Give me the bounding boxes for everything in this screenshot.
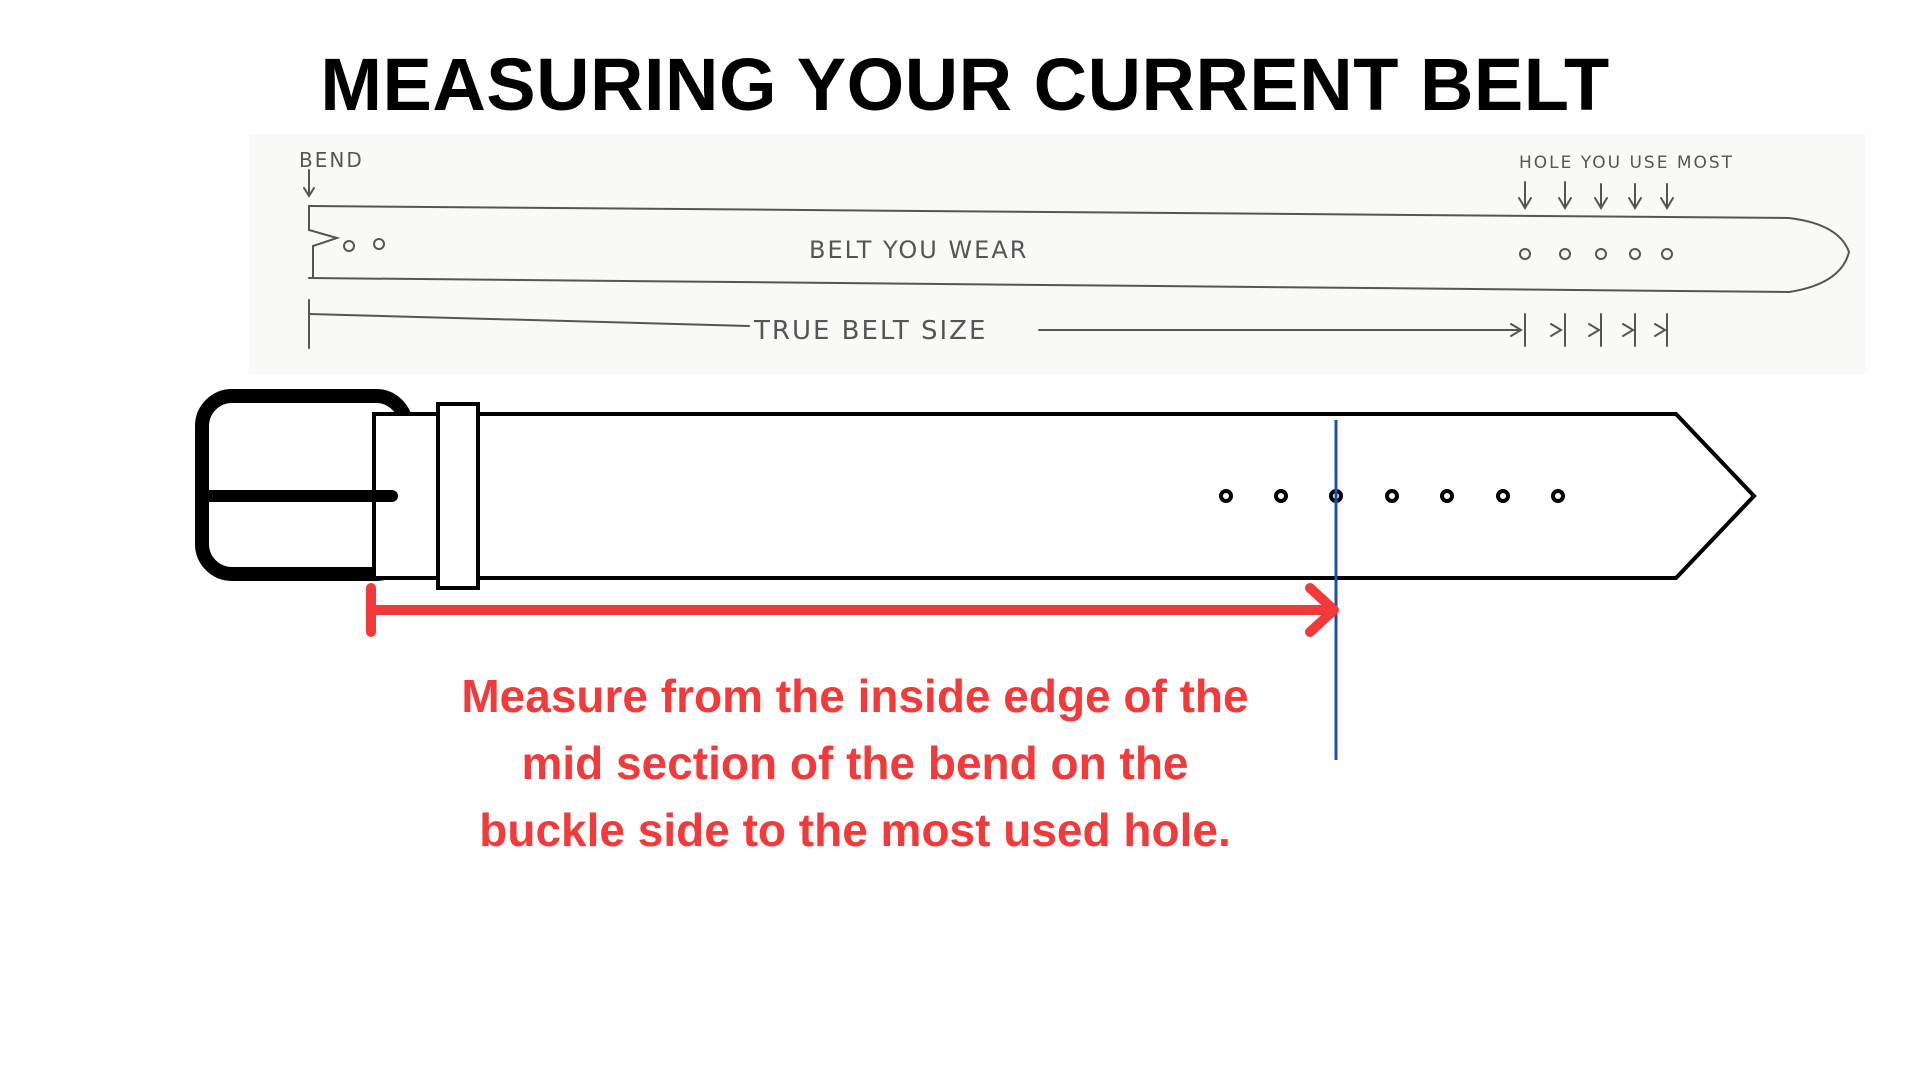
sketch-hole-arrows <box>1519 182 1673 208</box>
sketch-hole-label: HOLE YOU USE MOST <box>1519 153 1735 173</box>
sketch-size-label: TRUE BELT SIZE <box>754 316 988 346</box>
sketch-size-ticks <box>1511 314 1667 346</box>
belt-sketch-panel <box>249 134 1866 374</box>
sketch-size-hole <box>1630 249 1640 259</box>
belt-strap <box>374 414 1754 578</box>
sketch-bend-label: BEND <box>299 148 364 172</box>
belt-sketch-drawing <box>249 134 1866 374</box>
sketch-belt-outline <box>309 206 1849 292</box>
sketch-buckle-hole <box>374 239 384 249</box>
sketch-buckle-hole <box>344 241 354 251</box>
instruction-line-3: buckle side to the most used hole. <box>479 804 1231 856</box>
sketch-belt-label: BELT YOU WEAR <box>809 236 1029 264</box>
sketch-size-hole <box>1520 249 1530 259</box>
sketch-bend-notch <box>309 206 337 278</box>
sketch-size-hole <box>1596 249 1606 259</box>
instruction-line-1: Measure from the inside edge of the <box>461 670 1249 722</box>
instruction-line-2: mid section of the bend on the <box>521 737 1189 789</box>
measure-instruction <box>360 663 1350 864</box>
belt-keeper-loop <box>438 404 478 588</box>
sketch-size-hole <box>1560 249 1570 259</box>
page-title: MEASURING YOUR CURRENT BELT <box>320 43 1610 126</box>
measurement-arrow <box>371 588 1334 632</box>
sketch-size-hole <box>1662 249 1672 259</box>
sketch-size-line-left <box>309 314 749 326</box>
